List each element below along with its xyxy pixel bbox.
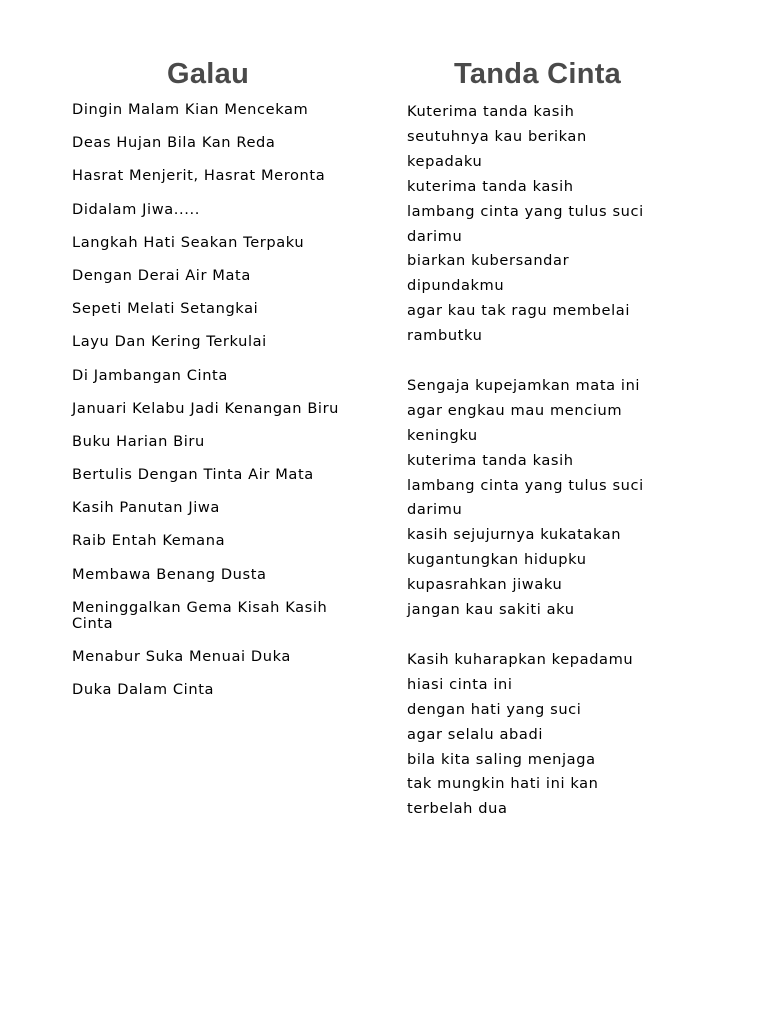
poem-line: Dingin Malam Kian Mencekam	[72, 101, 309, 118]
poem-line: Bertulis Dengan Tinta Air Mata	[72, 466, 314, 484]
poem-line: bila kita saling menjaga	[407, 750, 596, 768]
poem-line: Dengan Derai Air Mata	[72, 266, 251, 284]
poem-line: Kasih Panutan Jiwa	[72, 499, 220, 517]
poem-line: keningku	[407, 426, 478, 444]
poem-line: kasih sejujurnya kukatakan	[407, 526, 622, 544]
poem-line: Duka Dalam Cinta	[72, 681, 215, 699]
poem-line: Membawa Benang Dusta	[72, 565, 267, 583]
poem-line: tak mungkin hati ini kan	[407, 775, 599, 793]
stanza-break	[407, 349, 707, 374]
poem-line: kuterima tanda kasih	[407, 177, 574, 195]
poem-line: lambang cinta yang tulus suci	[407, 476, 644, 494]
poem-line: darimu	[407, 227, 463, 245]
poem-line: kupasrahkan jiwaku	[407, 576, 563, 594]
poem-line: hiasi cinta ini	[407, 675, 513, 693]
poem-lines	[72, 102, 372, 698]
poem-line: darimu	[407, 501, 463, 519]
poem-line: Buku Harian Biru	[72, 432, 205, 450]
poem-line: Sepeti Melati Setangkai	[72, 300, 259, 318]
poem-line: agar selalu abadi	[407, 725, 543, 743]
poem-line: jangan kau sakiti aku	[407, 601, 575, 619]
poem-galau	[72, 54, 372, 715]
poem-line: dengan hati yang suci	[407, 700, 582, 718]
poem-line: Layu Dan Kering Terkulai	[72, 333, 267, 351]
poem-line: agar kau tak ragu membelai	[407, 302, 630, 320]
poem-title: Galau	[167, 58, 250, 90]
poem-line: seutuhnya kau berikan	[407, 127, 587, 145]
poem-line: Sengaja kupejamkan mata ini	[407, 376, 641, 394]
poem-line: Kuterima tanda kasih	[407, 103, 575, 120]
poem-line: terbelah dua	[407, 800, 508, 818]
poem-line: Langkah Hati Seakan Terpaku	[72, 233, 305, 251]
poem-line: Didalam Jiwa.....	[72, 200, 200, 218]
poem-title: Tanda Cinta	[454, 58, 622, 90]
poem-line: lambang cinta yang tulus suci	[407, 202, 644, 220]
stanza-break	[407, 623, 707, 648]
poem-line: Di Jambangan Cinta	[72, 366, 228, 384]
poem-line: Hasrat Menjerit, Hasrat Meronta	[72, 167, 326, 185]
poem-line: Raib Entah Kemana	[72, 532, 226, 550]
poem-line: agar engkau mau mencium	[407, 401, 623, 419]
poem-line: kepadaku	[407, 152, 483, 170]
poem-line: Meninggalkan Gema Kisah Kasih Cinta	[72, 598, 328, 632]
poem-line: Deas Hujan Bila Kan Reda	[72, 134, 276, 152]
poem-line: Kasih kuharapkan kepadamu	[407, 650, 634, 668]
poem-lines	[407, 100, 707, 822]
poem-line: kuterima tanda kasih	[407, 451, 574, 469]
poem-line: kugantungkan hidupku	[407, 551, 587, 569]
poem-line: biarkan kubersandar	[407, 252, 570, 270]
poem-line: rambutku	[407, 327, 483, 345]
poem-tanda-cinta	[407, 54, 707, 822]
poem-line: dipundakmu	[407, 277, 505, 295]
poem-line: Menabur Suka Menuai Duka	[72, 648, 291, 665]
poem-line: Januari Kelabu Jadi Kenangan Biru	[72, 399, 340, 417]
